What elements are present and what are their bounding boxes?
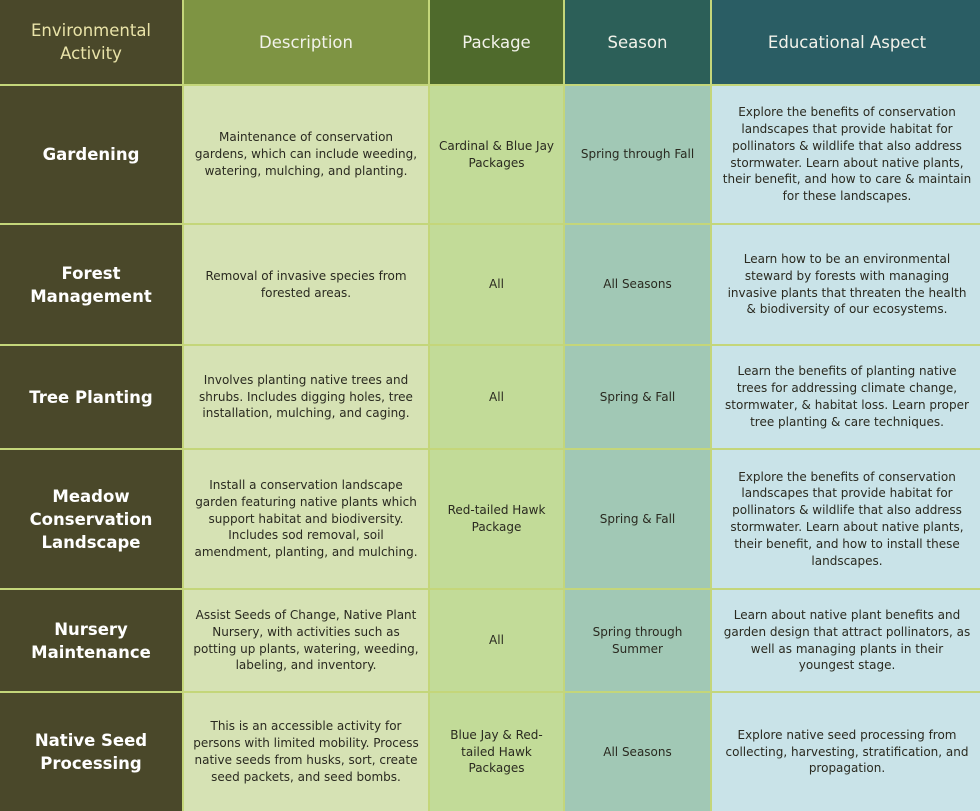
activity-cell: Nursery Maintenance (0, 590, 182, 691)
description-cell: Install a conservation landscape garden featuring native plants which support habitat and biodiversity. Includes sod removal, soil amendment, planting, and mulching. (184, 450, 428, 588)
season-cell: All Seasons (565, 693, 710, 811)
package-cell: All (430, 225, 563, 344)
educational-aspect-cell: Learn how to be an environmental steward by forests with managing invasive plants that threaten the health & biodiversity of our ecosystems. (712, 225, 980, 344)
package-cell: All (430, 346, 563, 448)
educational-aspect-cell: Explore the benefits of conservation landscapes that provide habitat for pollinators & wildlife that also address stormwater. Learn about native plants, their benefit, and how to install these landscapes. (712, 450, 980, 588)
header-description: Description (184, 0, 428, 84)
season-cell: Spring & Fall (565, 346, 710, 448)
description-cell: This is an accessible activity for persons with limited mobility. Process native seeds from husks, sort, create seed packets, and seed bombs. (184, 693, 428, 811)
description-cell: Assist Seeds of Change, Native Plant Nursery, with activities such as potting up plants, watering, weeding, labeling, and inventory. (184, 590, 428, 691)
activity-cell: Forest Management (0, 225, 182, 344)
activity-cell: Tree Planting (0, 346, 182, 448)
educational-aspect-cell: Learn about native plant benefits and garden design that attract pollinators, as well as managing plants in their youngest stage. (712, 590, 980, 691)
header-environmental-activity: Environmental Activity (0, 0, 182, 84)
package-cell: Red-tailed Hawk Package (430, 450, 563, 588)
educational-aspect-cell: Explore native seed processing from collecting, harvesting, stratification, and propagation. (712, 693, 980, 811)
educational-aspect-cell: Learn the benefits of planting native trees for addressing climate change, stormwater, & habitat loss. Learn proper tree planting & care techniques. (712, 346, 980, 448)
package-cell: All (430, 590, 563, 691)
season-cell: Spring & Fall (565, 450, 710, 588)
header-package: Package (430, 0, 563, 84)
season-cell: Spring through Fall (565, 86, 710, 223)
description-cell: Maintenance of conservation gardens, which can include weeding, watering, mulching, and planting. (184, 86, 428, 223)
header-season: Season (565, 0, 710, 84)
season-cell: All Seasons (565, 225, 710, 344)
activity-cell: Native Seed Processing (0, 693, 182, 811)
description-cell: Removal of invasive species from forested areas. (184, 225, 428, 344)
package-cell: Cardinal & Blue Jay Packages (430, 86, 563, 223)
package-cell: Blue Jay & Red-tailed Hawk Packages (430, 693, 563, 811)
educational-aspect-cell: Explore the benefits of conservation landscapes that provide habitat for pollinators & wildlife that also address stormwater. Learn about native plants, their benefit, and how to care & maintain for these landscapes. (712, 86, 980, 223)
description-cell: Involves planting native trees and shrubs. Includes digging holes, tree installation, mulching, and caging. (184, 346, 428, 448)
season-cell: Spring through Summer (565, 590, 710, 691)
header-educational-aspect: Educational Aspect (712, 0, 980, 84)
activity-cell: Meadow Conservation Landscape (0, 450, 182, 588)
activity-cell: Gardening (0, 86, 182, 223)
